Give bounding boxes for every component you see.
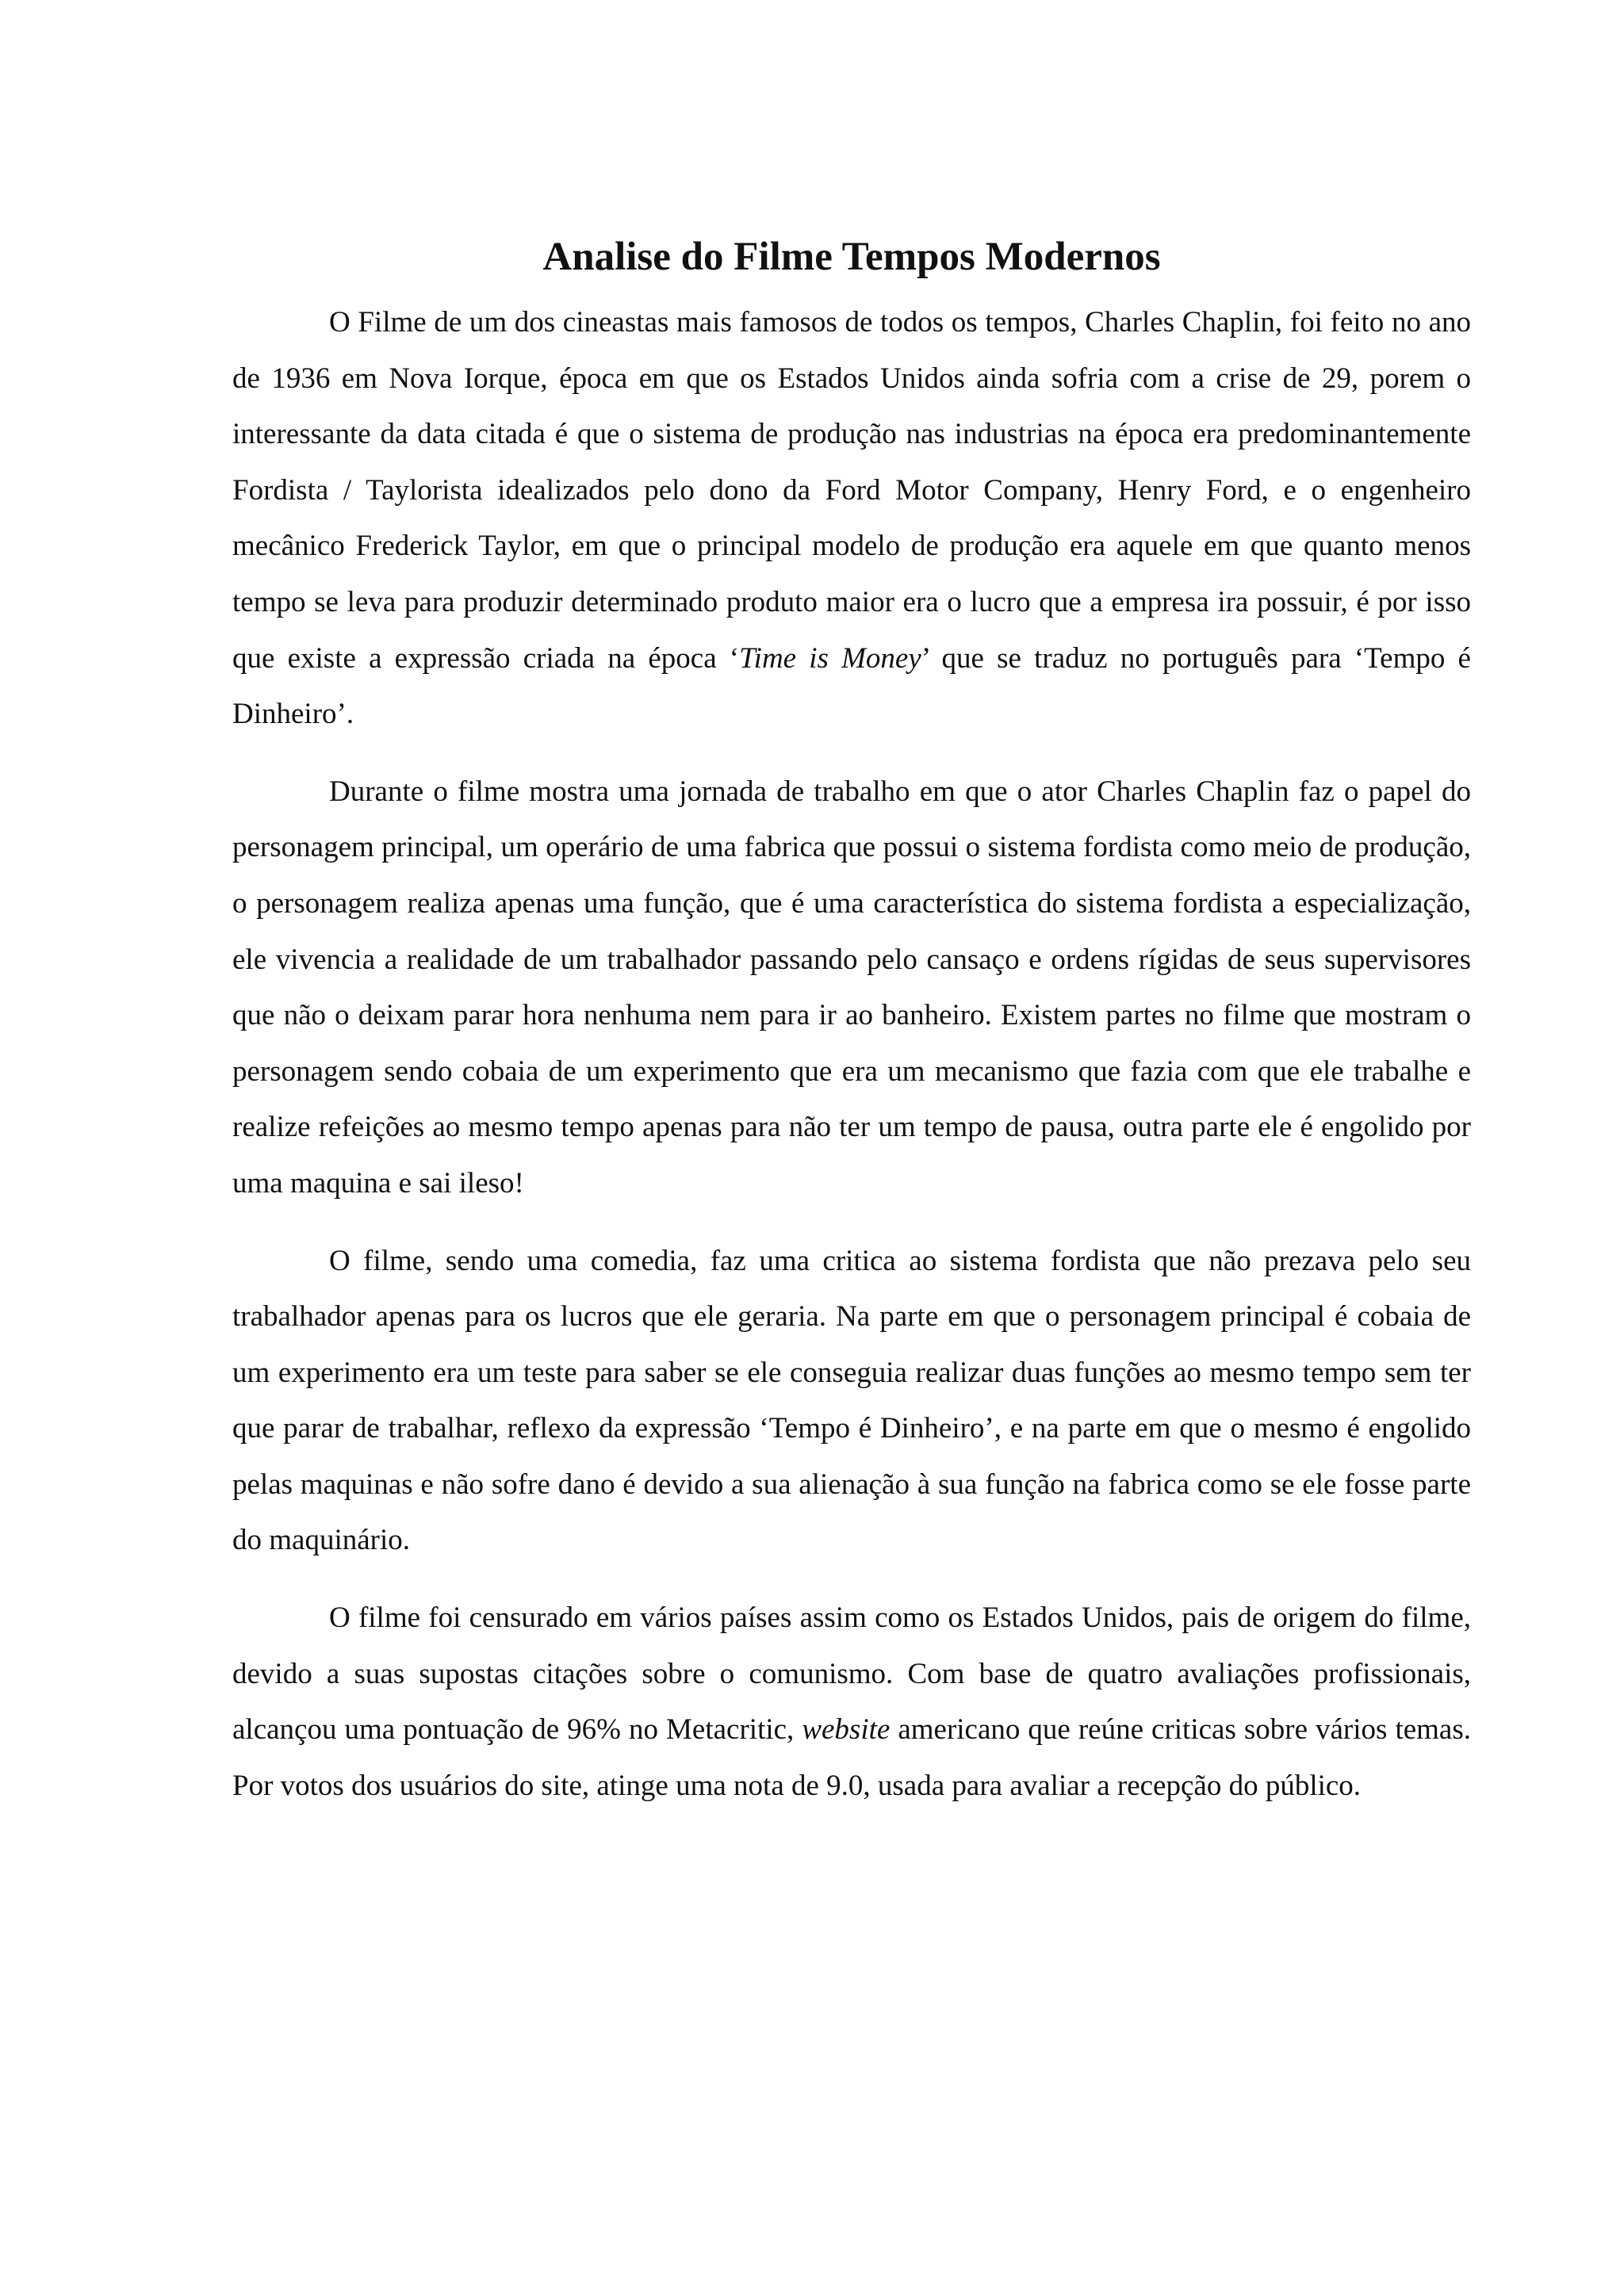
- paragraph-1: [232, 295, 1471, 743]
- paragraph-1-emphasis: Time is Money: [739, 641, 921, 675]
- document-body: [232, 224, 1471, 1835]
- paragraph-4-emphasis: website: [802, 1713, 891, 1747]
- paragraph-4: [232, 1590, 1471, 1814]
- paragraph-3: O filme, sendo uma comedia, faz uma critica ao sistema fordista que não prezava pelo seu trabalhador apenas para os lucros que ele geraria. Na parte em que o personagem principal é cobaia de um experimento era um teste para saber se ele conseguia realizar duas funções ao mesmo tempo sem ter que parar de trabalhar, reflexo da expressão ‘Tempo é Dinheiro’, e na parte em que o mesmo é engolido pelas maquinas e não sofre dano é devido a sua alienação à sua função na fabrica como se ele fosse parte do maquinário.: [232, 1244, 1471, 1557]
- paragraph-1-text-start: O Filme de um dos cineastas mais famosos de todos os tempos, Charles Chaplin, foi feito no ano de 1936 em Nova Iorque, época em que os Estados Unidos ainda sofria com a crise de 29, porem o interessante da data citada é que o sistema de produção nas industrias na época era predominantemente Fordista / Taylorista idealizados pelo dono da Ford Motor Company, Henry Ford, e o engenheiro mecânico Frederick Taylor, em que o principal modelo de produção era aquele em que quanto menos tempo se leva para produzir determinado produto maior era o lucro que a empresa ira possuir, é por isso que existe a expressão criada na época ‘: [232, 306, 1471, 675]
- paragraph-1-text-end: ’ que se traduz no português para ‘Tempo é Dinheiro’.: [232, 641, 1471, 731]
- paragraph-4-text-start: O filme foi censurado em vários países assim como os Estados Unidos, pais de origem do filme, devido a suas supostas citações sobre o comunismo. Com base de quatro avaliações profissionais, alcançou uma pontuação de 96% no Metacritic,: [232, 1601, 1471, 1747]
- paragraph-2: Durante o filme mostra uma jornada de trabalho em que o ator Charles Chaplin faz o papel do personagem principal, um operário de uma fabrica que possui o sistema fordista como meio de produção, o personagem realiza apenas uma função, que é uma característica do sistema fordista a especialização, ele vivencia a realidade de um trabalhador passando pelo cansaço e ordens rígidas de seus supervisores que não o deixam parar hora nenhuma nem para ir ao banheiro. Existem partes no filme que mostram o personagem sendo cobaia de um experimento que era um mecanismo que fazia com que ele trabalhe e realize refeições ao mesmo tempo apenas para não ter um tempo de pausa, outra parte ele é engolido por uma maquina e sai ileso!: [232, 775, 1471, 1200]
- paragraph-4-text-end: americano que reúne criticas sobre vários temas. Por votos dos usuários do site, atinge uma nota de 9.0, usada para avaliar a recepção do público.: [232, 1713, 1471, 1802]
- document-title: Analise do Filme Tempos Modernos: [542, 235, 1161, 279]
